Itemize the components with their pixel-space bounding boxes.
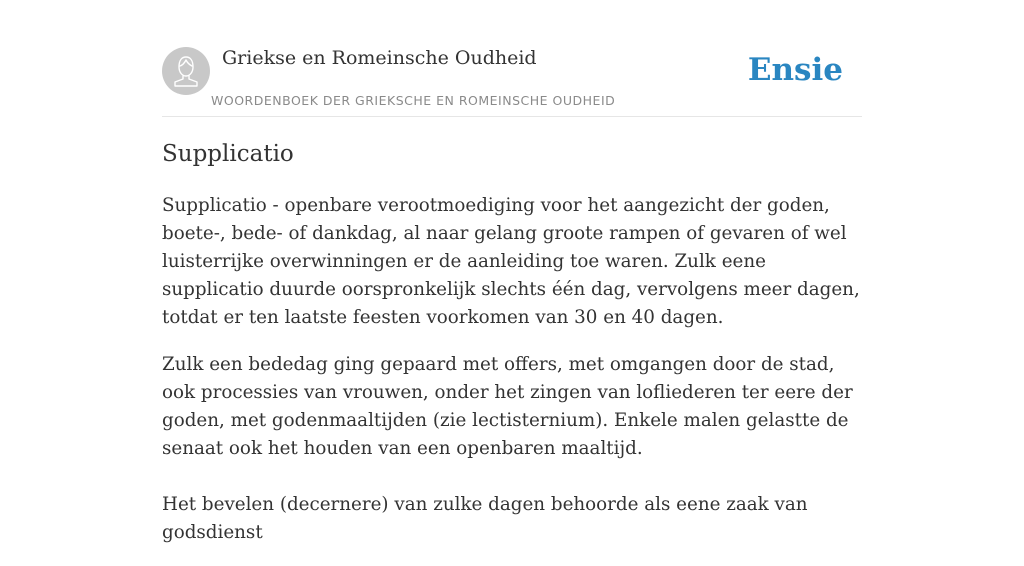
user-silhouette-icon xyxy=(162,47,210,95)
entry-paragraph-2: Zulk een bededag ging gepaard met offers, met omgangen door de stad, ook processies van vrouwen, onder het zingen van lofliederen ter eere der goden, met godenmaaltijden (zie lectisternium). Enkele malen gelastte de senaat ook het houden van een openbaren maaltijd. xyxy=(162,354,853,459)
entry-content xyxy=(162,192,867,566)
avatar[interactable] xyxy=(162,47,210,95)
ensie-logo[interactable]: Ensie xyxy=(747,52,843,88)
header xyxy=(162,46,862,117)
book-subtitle[interactable]: WOORDENBOEK DER GRIEKSCHE EN ROMEINSCHE OUDHEID xyxy=(211,93,616,108)
book-title[interactable]: Griekse en Romeinsche Oudheid xyxy=(222,47,537,69)
entry-title: Supplicatio xyxy=(162,141,294,167)
entry-paragraph-3: Het bevelen (decernere) van zulke dagen behoorde als eene zaak van godsdienst xyxy=(162,494,808,543)
entry-paragraph-1: Supplicatio - openbare verootmoediging voor het aangezicht der goden, boete-, bede- of dankdag, al naar gelang groote rampen of gevaren of wel luisterrijke overwinningen er de aanleiding toe waren. Zulk eene supplicatio duurde oorspronkelijk slechts één dag, vervolgens meer dagen, totdat er ten laatste feesten voorkomen van 30 en 40 dagen. xyxy=(162,195,860,328)
